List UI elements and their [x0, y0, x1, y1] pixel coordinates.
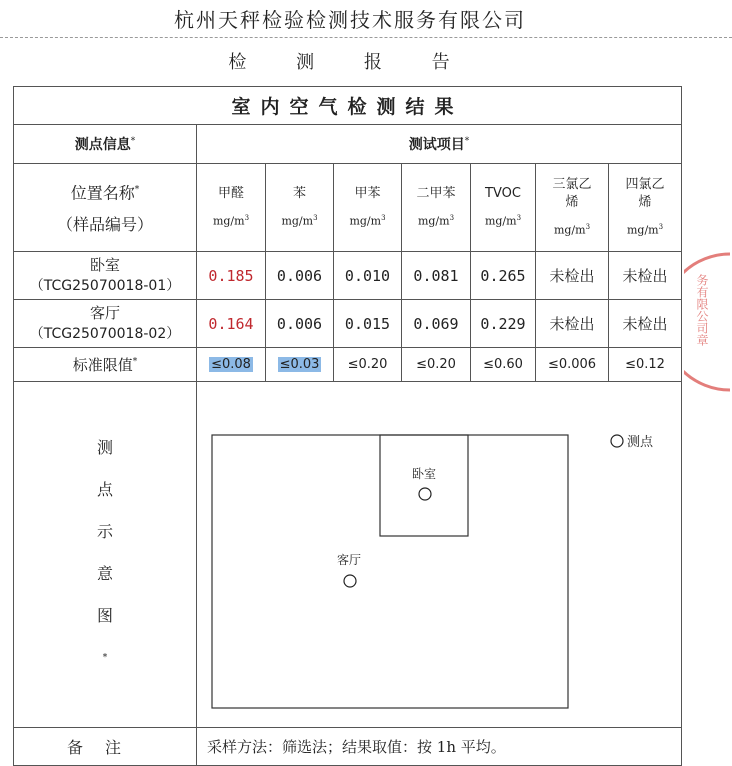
house-outline [212, 435, 568, 708]
value-cell: 0.006 [266, 300, 334, 348]
value-cell: 0.164 [197, 300, 266, 348]
item-header: 甲醛 $mg/m^3$ [197, 164, 266, 252]
company-seal [684, 252, 732, 392]
limit-cell: ≤0.20 [402, 348, 471, 382]
value-cell: 未检出 [609, 252, 682, 300]
living-room-label: 客厅 [336, 553, 362, 567]
value-cell: 0.015 [334, 300, 402, 348]
company-name: 杭州天秤检验检测技术服务有限公司 [174, 8, 526, 32]
legend-point-icon [611, 435, 623, 447]
note-text: 采样方法：筛选法；结果取值：按 1h 平均。 [197, 728, 682, 766]
seal-text: 务有限公司章 [695, 274, 709, 346]
value-cell: 0.229 [471, 300, 536, 348]
location-cell: 客厅 （TCG25070018-02） [14, 300, 197, 348]
results-table [13, 86, 682, 766]
item-header: 四氯乙烯 $mg/m^3$ [609, 164, 682, 252]
sampling-point-diagram [197, 382, 681, 728]
location-header: 位置名称* （样品编号） [14, 164, 197, 252]
item-header: TVOC $mg/m^3$ [471, 164, 536, 252]
header-divider [0, 37, 732, 38]
limit-cell: ≤0.006 [536, 348, 609, 382]
legend-label: 测点 [627, 435, 654, 450]
bedroom-outline [380, 435, 468, 536]
limit-cell: ≤0.60 [471, 348, 536, 382]
item-header: 三氯乙烯 $mg/m^3$ [536, 164, 609, 252]
value-cell: 未检出 [536, 252, 609, 300]
value-cell: 0.265 [471, 252, 536, 300]
bedroom-label: 卧室 [411, 467, 437, 481]
living-room-point-icon [344, 575, 356, 587]
value-cell: 0.006 [266, 252, 334, 300]
bedroom-point-icon [419, 488, 431, 500]
location-cell: 卧室 （TCG25070018-01） [14, 252, 197, 300]
item-header: 二甲苯 $mg/m^3$ [402, 164, 471, 252]
diagram-cell [197, 382, 682, 728]
value-cell: 0.010 [334, 252, 402, 300]
table-title: 室内空气检测结果 [14, 87, 682, 125]
limit-label: 标准限值* [14, 348, 197, 382]
note-label: 备注 [14, 728, 197, 766]
value-cell: 0.069 [402, 300, 471, 348]
item-header: 甲苯 $mg/m^3$ [334, 164, 402, 252]
section-point-info: 测点信息* [14, 125, 197, 164]
section-test-items: 测试项目* [197, 125, 682, 164]
value-cell: 0.081 [402, 252, 471, 300]
report-title: 检 测 报 告 [228, 52, 472, 73]
value-cell: 未检出 [609, 300, 682, 348]
limit-cell: ≤0.08 [197, 348, 266, 382]
limit-cell: ≤0.20 [334, 348, 402, 382]
item-header: 苯 $mg/m^3$ [266, 164, 334, 252]
value-cell: 0.185 [197, 252, 266, 300]
limit-row [14, 348, 682, 382]
table-row [14, 300, 682, 348]
diagram-label: 测 点 示 意 图 * [14, 382, 197, 728]
table-row [14, 252, 682, 300]
value-cell: 未检出 [536, 300, 609, 348]
limit-cell: ≤0.03 [266, 348, 334, 382]
limit-cell: ≤0.12 [609, 348, 682, 382]
